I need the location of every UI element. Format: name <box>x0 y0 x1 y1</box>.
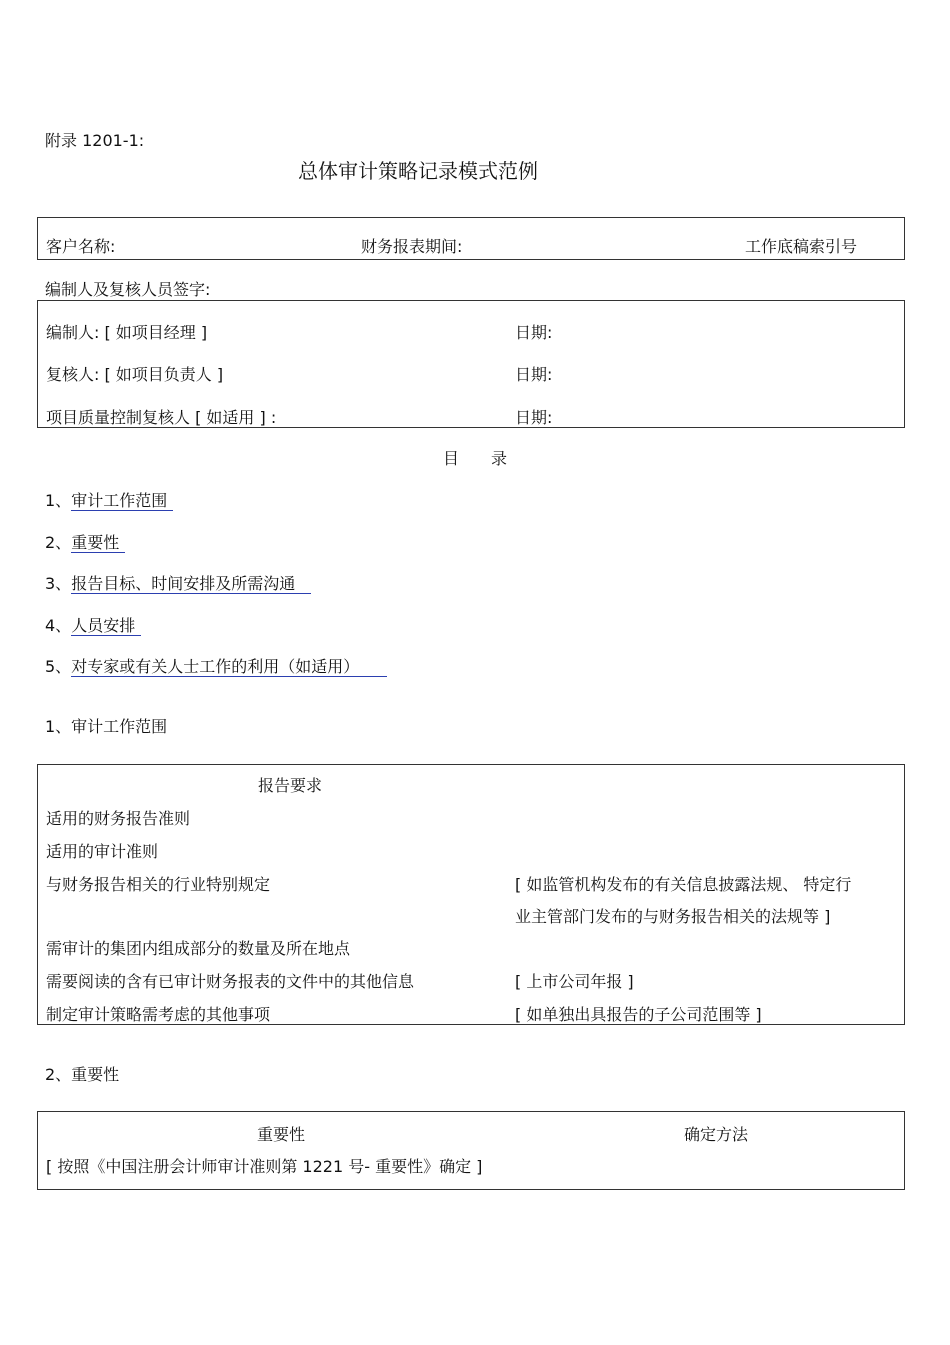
toc-link-scope[interactable]: 审计工作范围 <box>71 491 173 511</box>
scope-row-note: [ 如单独出具报告的子公司范围等 ] <box>515 1005 762 1024</box>
scope-row-note: [ 如监管机构发布的有关信息披露法规、 特定行 <box>515 875 852 894</box>
scope-row-label: 制定审计策略需考虑的其他事项 <box>46 1005 271 1024</box>
toc-item-number: 2、 <box>45 533 72 552</box>
scope-row-label: 与财务报告相关的行业特别规定 <box>46 875 271 894</box>
scope-row-label: 需审计的集团内组成部分的数量及所在地点 <box>46 939 351 958</box>
materiality-row: [ 按照《中国注册会计师审计准则第 1221 号- 重要性》确定 ] <box>46 1157 483 1176</box>
preparer-label: 编制人: [ 如项目经理 ] <box>46 323 208 342</box>
scope-row-label: 需要阅读的含有已审计财务报表的文件中的其他信息 <box>46 972 415 991</box>
page-title: 总体审计策略记录模式范例 <box>298 159 538 183</box>
qc-reviewer-date: 日期: <box>515 408 553 427</box>
scope-row-label: 适用的审计准则 <box>46 842 159 861</box>
toc-link-reporting[interactable]: 报告目标、时间安排及所需沟通 <box>71 574 311 594</box>
materiality-col-header: 重要性 <box>257 1125 306 1144</box>
period-label: 财务报表期间: <box>361 237 463 256</box>
scope-row-note: [ 上市公司年报 ] <box>515 972 634 991</box>
toc-item[interactable] <box>45 654 387 677</box>
method-col-header: 确定方法 <box>684 1125 749 1144</box>
header-box <box>37 217 905 260</box>
toc-link-materiality[interactable]: 重要性 <box>71 533 125 553</box>
toc-item[interactable] <box>45 613 141 636</box>
toc-item-number: 1、 <box>45 491 72 510</box>
toc-item-number: 3、 <box>45 574 72 593</box>
appendix-label: 附录 1201-1: <box>45 131 145 150</box>
materiality-table <box>37 1111 905 1190</box>
toc-item-number: 4、 <box>45 616 72 635</box>
toc-heading: 目 录 <box>443 449 508 468</box>
section2-heading: 2、重要性 <box>45 1065 120 1084</box>
toc-link-experts[interactable]: 对专家或有关人士工作的利用（如适用） <box>71 657 387 677</box>
sign-box <box>37 300 905 428</box>
qc-reviewer-label: 项目质量控制复核人 [ 如适用 ] : <box>46 408 277 427</box>
toc-item[interactable] <box>45 488 173 511</box>
preparer-date: 日期: <box>515 323 553 342</box>
scope-table <box>37 764 905 1025</box>
sign-heading: 编制人及复核人员签字: <box>45 280 211 299</box>
reviewer-date: 日期: <box>515 365 553 384</box>
scope-row-label: 适用的财务报告准则 <box>46 809 191 828</box>
toc-item-number: 5、 <box>45 657 72 676</box>
reviewer-label: 复核人: [ 如项目负责人 ] <box>46 365 224 384</box>
client-name-label: 客户名称: <box>46 237 116 256</box>
section1-heading: 1、审计工作范围 <box>45 717 168 736</box>
toc-item[interactable] <box>45 571 311 594</box>
scope-table-header: 报告要求 <box>258 776 323 795</box>
toc-item[interactable] <box>45 530 125 553</box>
scope-row-note: 业主管部门发布的与财务报告相关的法规等 ] <box>515 907 831 926</box>
toc-link-staffing[interactable]: 人员安排 <box>71 616 141 636</box>
ref-label: 工作底稿索引号 <box>745 237 858 256</box>
